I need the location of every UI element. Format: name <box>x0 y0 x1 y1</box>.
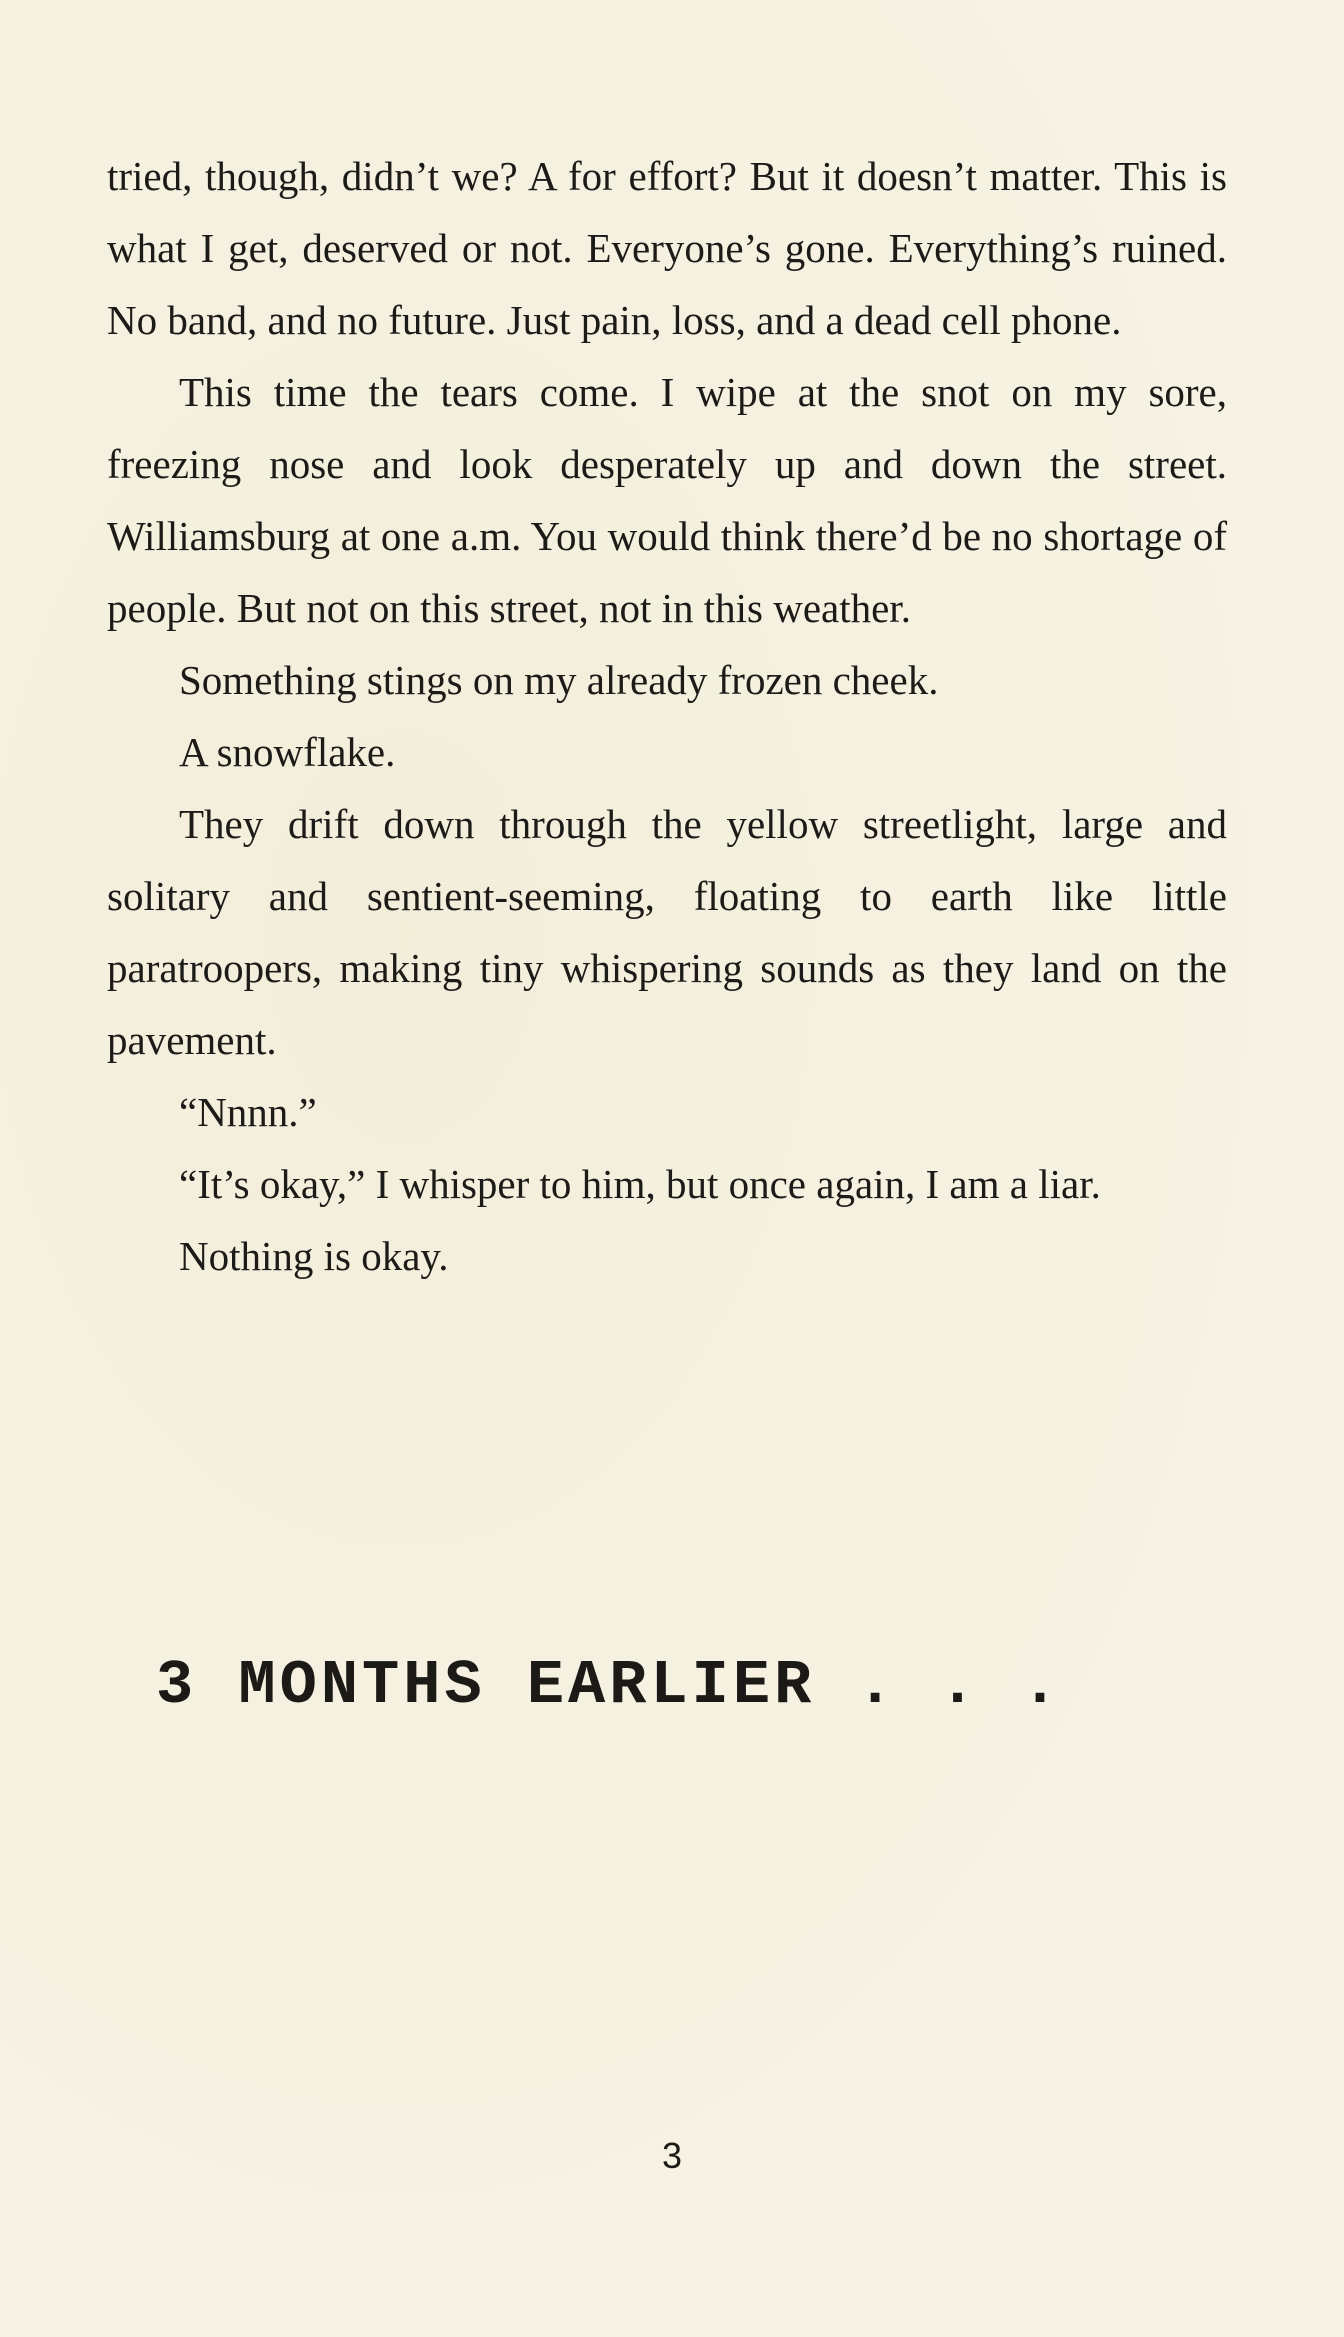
paragraph-nothing-okay: Nothing is okay. <box>179 1233 449 1279</box>
paragraph-stings: Something stings on my already frozen cheek. <box>179 657 939 703</box>
paragraph-whisper: “It’s okay,” I whisper to him, but once again, I am a liar. <box>179 1161 1101 1207</box>
paragraph-nnnn: “Nnnn.” <box>179 1089 317 1135</box>
paragraph-tears: This time the tears come. I wipe at the snot on my sore, freezing nose and look desperately up and down the street. Williamsburg at one a.m. You would think there’d be no shortage of people. But not on this street, not in this weather. <box>107 369 1227 631</box>
section-heading: 3 MONTHS EARLIER . . . <box>156 1650 1063 1721</box>
body-text <box>107 140 1227 1292</box>
paragraph-continued: tried, though, didn’t we? A for effort? But it doesn’t matter. This is what I get, deserved or not. Everyone’s gone. Everything’s ruined. No band, and no future. Just pain, loss, and a dead cell phone. <box>107 153 1227 343</box>
page-number: 3 <box>661 2135 683 2176</box>
paragraph-snowflake: A snowflake. <box>179 729 396 775</box>
paragraph-drift: They drift down through the yellow streetlight, large and solitary and sentient-seeming, floating to earth like little paratroopers, making tiny whispering sounds as they land on the pavement. <box>107 801 1227 1063</box>
